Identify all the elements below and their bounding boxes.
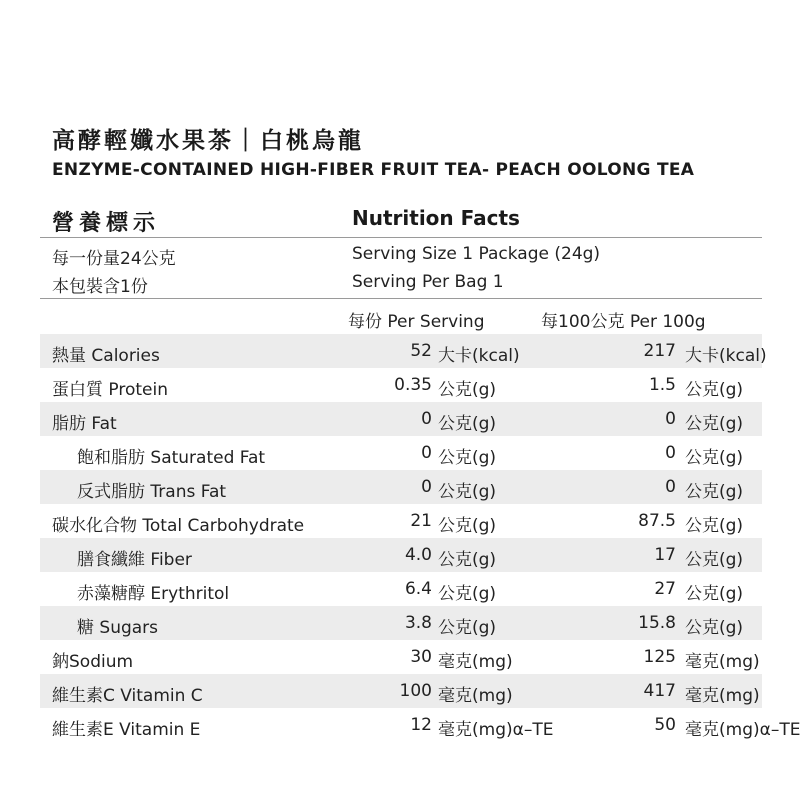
per-100g-unit: 公克(g) xyxy=(685,448,744,468)
nutrient-name: 鈉Sodium xyxy=(52,652,134,672)
per-100g-value: 0 xyxy=(665,477,676,497)
nutrient-row-carbohydrate xyxy=(40,504,762,538)
per-100g-unit: 公克(g) xyxy=(685,414,744,434)
per-serving-unit: 大卡(kcal) xyxy=(438,346,520,366)
per-100g-unit: 公克(g) xyxy=(685,550,744,570)
product-title-zh: 高酵輕孅水果茶｜白桃烏龍 xyxy=(52,128,364,154)
nutrition-table xyxy=(40,334,800,742)
per-100g-value: 87.5 xyxy=(638,511,676,531)
per-serving-unit: 毫克(mg) xyxy=(438,686,513,706)
nutrient-name: 維生素C Vitamin C xyxy=(52,686,203,706)
per-serving-value: 100 xyxy=(399,681,432,701)
per-serving-value: 6.4 xyxy=(404,579,432,599)
per-serving-unit: 毫克(mg)α–TE xyxy=(438,720,554,740)
per-100g-unit: 毫克(mg) xyxy=(685,652,760,672)
per-100g-unit: 公克(g) xyxy=(685,618,744,638)
column-header-per-serving: 每份 Per Serving xyxy=(348,312,485,332)
per-100g-value: 1.5 xyxy=(648,375,676,395)
per-serving-value: 52 xyxy=(410,341,432,361)
per-serving-unit: 公克(g) xyxy=(438,516,497,536)
nutrient-row-sugars xyxy=(40,606,762,640)
per-serving-unit: 公克(g) xyxy=(438,380,497,400)
divider-top xyxy=(40,237,762,238)
per-serving-unit: 公克(g) xyxy=(438,618,497,638)
per-serving-value: 30 xyxy=(410,647,432,667)
per-serving-value: 0 xyxy=(421,443,432,463)
per-serving-unit: 毫克(mg) xyxy=(438,652,513,672)
per-100g-value: 0 xyxy=(665,409,676,429)
nutrient-row-vitamin-e xyxy=(40,708,800,742)
nutrient-row-calories xyxy=(40,334,767,368)
nutrient-name: 碳水化合物 Total Carbohydrate xyxy=(52,516,305,536)
servings-per-package-en: Serving Per Bag 1 xyxy=(352,272,504,292)
nutrition-heading-zh: 營養標示 xyxy=(52,211,161,236)
per-serving-unit: 公克(g) xyxy=(438,482,497,502)
nutrient-row-saturated-fat xyxy=(40,436,762,470)
nutrient-row-erythritol xyxy=(40,572,762,606)
nutrition-heading-en: Nutrition Facts xyxy=(352,206,520,230)
nutrient-name: 膳食纖維 Fiber xyxy=(77,550,192,570)
nutrient-name: 維生素E Vitamin E xyxy=(52,720,201,740)
per-100g-unit: 公克(g) xyxy=(685,380,744,400)
per-serving-value: 0 xyxy=(421,409,432,429)
per-serving-unit: 公克(g) xyxy=(438,550,497,570)
per-100g-value: 0 xyxy=(665,443,676,463)
per-serving-value: 0.35 xyxy=(394,375,432,395)
per-100g-value: 217 xyxy=(643,341,676,361)
per-100g-value: 125 xyxy=(643,647,676,667)
nutrient-name: 飽和脂肪 Saturated Fat xyxy=(77,448,266,468)
nutrient-name: 熱量 Calories xyxy=(52,346,160,366)
per-serving-unit: 公克(g) xyxy=(438,414,497,434)
per-100g-unit: 公克(g) xyxy=(685,584,744,604)
product-title-en: ENZYME-CONTAINED HIGH-FIBER FRUIT TEA- PEACH OOLONG TEA xyxy=(52,160,695,180)
column-header-per-100g: 每100公克 Per 100g xyxy=(541,312,706,332)
per-100g-unit: 公克(g) xyxy=(685,516,744,536)
nutrient-row-fiber xyxy=(40,538,762,572)
per-100g-value: 27 xyxy=(654,579,676,599)
nutrient-row-vitamin-c xyxy=(40,674,762,708)
per-100g-unit: 大卡(kcal) xyxy=(685,346,767,366)
per-serving-value: 12 xyxy=(410,715,432,735)
serving-size-en: Serving Size 1 Package (24g) xyxy=(352,244,601,264)
per-serving-value: 3.8 xyxy=(404,613,432,633)
per-100g-unit: 毫克(mg)α–TE xyxy=(685,720,800,740)
nutrient-name: 赤藻糖醇 Erythritol xyxy=(77,584,230,604)
divider-middle xyxy=(40,298,762,299)
per-serving-value: 0 xyxy=(421,477,432,497)
per-100g-value: 17 xyxy=(654,545,676,565)
nutrient-name: 蛋白質 Protein xyxy=(52,380,168,400)
per-100g-value: 417 xyxy=(643,681,676,701)
nutrient-row-fat xyxy=(40,402,762,436)
per-100g-value: 15.8 xyxy=(638,613,676,633)
per-100g-value: 50 xyxy=(654,715,676,735)
nutrient-row-sodium xyxy=(40,640,762,674)
nutrient-name: 脂肪 Fat xyxy=(52,414,117,434)
per-serving-unit: 公克(g) xyxy=(438,448,497,468)
servings-per-package-zh: 本包裝含1份 xyxy=(52,277,148,297)
per-serving-value: 4.0 xyxy=(404,545,432,565)
per-serving-unit: 公克(g) xyxy=(438,584,497,604)
nutrient-row-protein xyxy=(40,368,762,402)
nutrient-name: 糖 Sugars xyxy=(77,618,159,638)
per-100g-unit: 毫克(mg) xyxy=(685,686,760,706)
per-100g-unit: 公克(g) xyxy=(685,482,744,502)
nutrient-row-trans-fat xyxy=(40,470,762,504)
per-serving-value: 21 xyxy=(410,511,432,531)
serving-size-zh: 每一份量24公克 xyxy=(52,249,176,269)
nutrient-name: 反式脂肪 Trans Fat xyxy=(77,482,227,502)
